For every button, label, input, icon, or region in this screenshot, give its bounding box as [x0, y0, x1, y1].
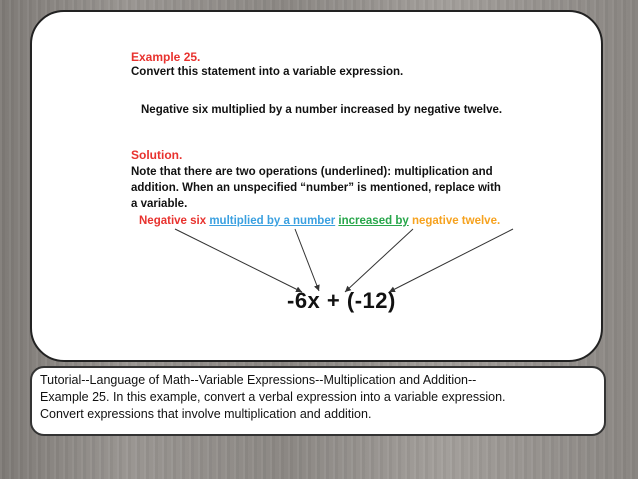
caption-line-3: Convert expressions that involve multiplication and addition. [40, 407, 372, 421]
instruction-text: Convert this statement into a variable expression. [131, 66, 404, 78]
slide-card [30, 10, 603, 362]
caption-line-2: Example 25. In this example, convert a verbal expression into a variable expression. [40, 390, 506, 404]
caption-box [30, 366, 606, 436]
result-expression: -6x + (-12) [287, 288, 396, 313]
example-slide [117, 42, 585, 332]
caption-line-1: Tutorial--Language of Math--Variable Expressions--Multiplication and Addition-- [40, 373, 477, 387]
problem-statement: Negative six multiplied by a number increased by negative twelve. [141, 104, 503, 116]
arrow-increased [345, 229, 413, 292]
example-title: Example 25. [131, 50, 201, 64]
solution-title: Solution. [131, 148, 183, 162]
arrow-multiplied [295, 229, 319, 291]
arrow-negative-twelve [389, 229, 513, 292]
solution-note: Note that there are two operations (underlined): multiplication and addition. When an unspecified “number” is mentioned, replace with a variable. [131, 166, 501, 210]
phrase-multiplied: multiplied by a number [209, 215, 336, 227]
phrase-negative-twelve: negative twelve. [411, 215, 501, 227]
phrase-increased: increased by [338, 215, 409, 227]
phrase-negative-six: Negative six [139, 215, 207, 227]
arrow-negative-six [175, 229, 302, 292]
